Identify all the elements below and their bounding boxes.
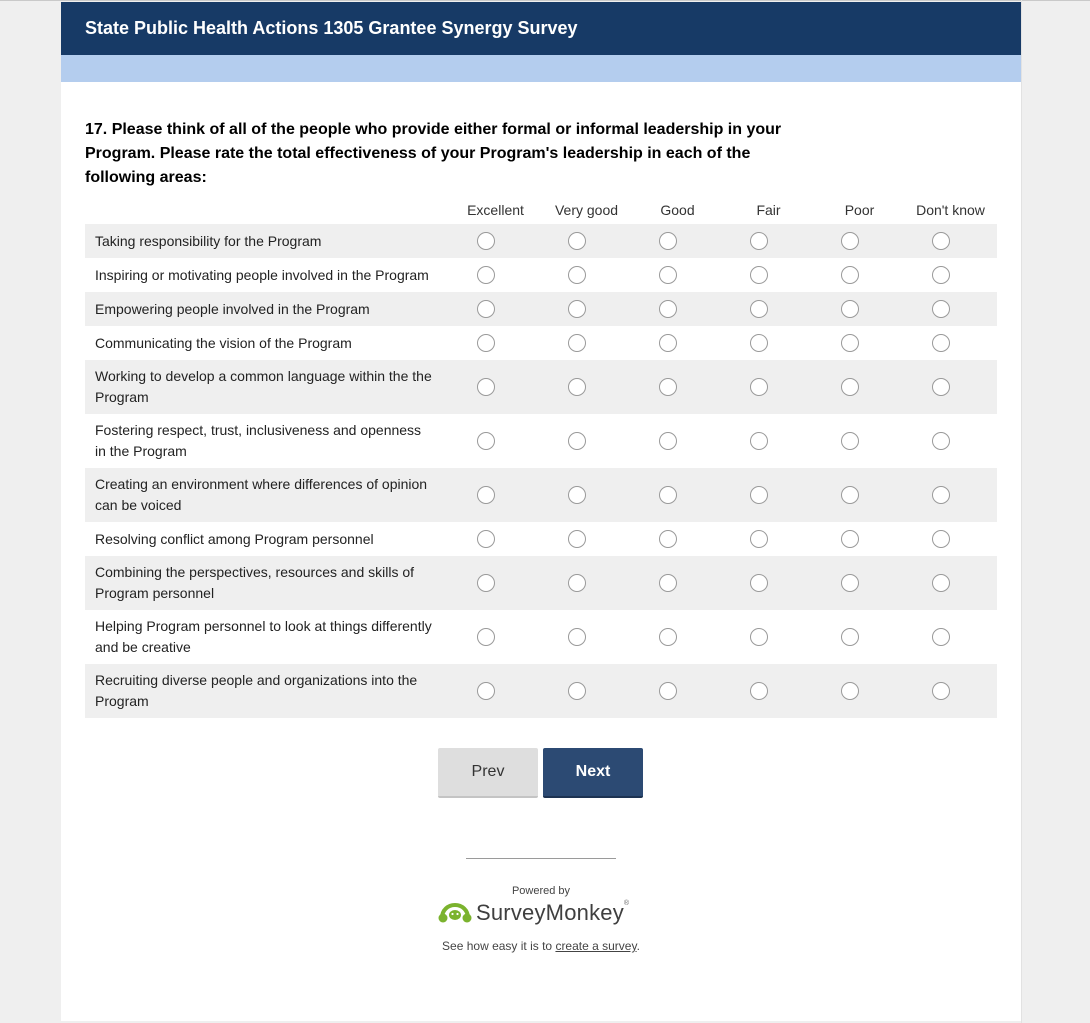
page-navigation (438, 748, 643, 798)
column-header-good: Good (660, 202, 695, 218)
radio-poor[interactable] (841, 266, 859, 284)
radio-very-good[interactable] (568, 300, 586, 318)
radio-dont-know[interactable] (932, 628, 950, 646)
matrix-row (85, 224, 997, 258)
radio-fair[interactable] (750, 432, 768, 450)
row-label: Taking responsibility for the Program (95, 232, 322, 249)
radio-excellent[interactable] (477, 530, 495, 548)
radio-good[interactable] (659, 486, 677, 504)
column-header-poor: Poor (844, 202, 875, 218)
radio-good[interactable] (659, 530, 677, 548)
matrix-row (85, 360, 997, 414)
radio-very-good[interactable] (568, 628, 586, 646)
radio-dont-know[interactable] (932, 682, 950, 700)
radio-excellent[interactable] (477, 378, 495, 396)
radio-excellent[interactable] (477, 682, 495, 700)
radio-very-good[interactable] (568, 432, 586, 450)
radio-very-good[interactable] (568, 682, 586, 700)
matrix-row (85, 664, 997, 718)
radio-very-good[interactable] (568, 266, 586, 284)
radio-excellent[interactable] (477, 232, 495, 250)
next-button[interactable]: Next (543, 748, 643, 798)
radio-poor[interactable] (841, 334, 859, 352)
matrix-row (85, 326, 997, 360)
row-label: Fostering respect, trust, inclusiveness and openness in the Program (95, 422, 422, 459)
radio-fair[interactable] (750, 300, 768, 318)
radio-dont-know[interactable] (932, 378, 950, 396)
radio-good[interactable] (659, 574, 677, 592)
radio-excellent[interactable] (477, 486, 495, 504)
radio-very-good[interactable] (568, 232, 586, 250)
row-label: Creating an environment where differences of opinion can be voiced (95, 476, 428, 513)
brand-name: SurveyMonkey® (476, 900, 630, 925)
row-label: Combining the perspectives, resources and skills of Program personnel (95, 564, 415, 601)
radio-excellent[interactable] (477, 300, 495, 318)
radio-dont-know[interactable] (932, 432, 950, 450)
radio-excellent[interactable] (477, 334, 495, 352)
radio-dont-know[interactable] (932, 574, 950, 592)
radio-good[interactable] (659, 266, 677, 284)
radio-good[interactable] (659, 232, 677, 250)
radio-good[interactable] (659, 300, 677, 318)
radio-poor[interactable] (841, 232, 859, 250)
registered-mark: ® (623, 900, 630, 907)
radio-excellent[interactable] (477, 574, 495, 592)
radio-poor[interactable] (841, 486, 859, 504)
radio-poor[interactable] (841, 682, 859, 700)
row-label: Resolving conflict among Program personnel (95, 530, 374, 547)
radio-good[interactable] (659, 334, 677, 352)
row-label: Inspiring or motivating people involved in the Program (95, 266, 429, 283)
radio-dont-know[interactable] (932, 530, 950, 548)
radio-very-good[interactable] (568, 530, 586, 548)
radio-fair[interactable] (750, 378, 768, 396)
matrix-row (85, 468, 997, 522)
survey-header (61, 2, 1021, 55)
matrix-row (85, 556, 997, 610)
radio-fair[interactable] (750, 266, 768, 284)
radio-dont-know[interactable] (932, 300, 950, 318)
matrix-row (85, 414, 997, 468)
survey-page (61, 2, 1021, 1021)
radio-dont-know[interactable] (932, 266, 950, 284)
column-header-dont-know: Don't know (916, 202, 985, 218)
prev-button[interactable]: Prev (438, 748, 538, 798)
column-header-excellent: Excellent (467, 202, 524, 218)
radio-poor[interactable] (841, 300, 859, 318)
radio-fair[interactable] (750, 574, 768, 592)
tagline-prefix: See how easy it is to (442, 939, 556, 953)
radio-dont-know[interactable] (932, 486, 950, 504)
column-header-fair: Fair (756, 202, 781, 218)
radio-poor[interactable] (841, 432, 859, 450)
radio-very-good[interactable] (568, 334, 586, 352)
row-label: Helping Program personnel to look at things differently and be creative (95, 618, 432, 655)
powered-by-text: Powered by (511, 885, 571, 897)
page-right-edge (1021, 0, 1022, 1023)
radio-good[interactable] (659, 432, 677, 450)
footer-tagline (61, 939, 1021, 953)
radio-fair[interactable] (750, 682, 768, 700)
column-header-very-good: Very good (554, 202, 619, 218)
radio-excellent[interactable] (477, 432, 495, 450)
radio-good[interactable] (659, 378, 677, 396)
row-label: Communicating the vision of the Program (95, 334, 352, 351)
tagline-suffix: . (636, 939, 640, 953)
radio-very-good[interactable] (568, 486, 586, 504)
rating-matrix (85, 202, 997, 718)
browser-top-border (0, 0, 1090, 1)
matrix-column-headers (85, 202, 997, 222)
footer-divider (466, 858, 616, 859)
create-survey-link[interactable]: create a survey (555, 939, 637, 953)
matrix-row (85, 610, 997, 664)
matrix-row (85, 258, 997, 292)
radio-poor[interactable] (841, 530, 859, 548)
radio-excellent[interactable] (477, 266, 495, 284)
radio-poor[interactable] (841, 574, 859, 592)
radio-fair[interactable] (750, 530, 768, 548)
surveymonkey-logo-icon (438, 901, 472, 925)
surveymonkey-brand[interactable] (438, 900, 629, 926)
progress-strip (61, 55, 1021, 82)
radio-excellent[interactable] (477, 628, 495, 646)
radio-very-good[interactable] (568, 574, 586, 592)
radio-dont-know[interactable] (932, 334, 950, 352)
survey-title: State Public Health Actions 1305 Grantee Synergy Survey (85, 18, 578, 38)
radio-poor[interactable] (841, 628, 859, 646)
radio-fair[interactable] (750, 628, 768, 646)
radio-poor[interactable] (841, 378, 859, 396)
row-label: Empowering people involved in the Program (95, 300, 370, 317)
radio-dont-know[interactable] (932, 232, 950, 250)
radio-good[interactable] (659, 628, 677, 646)
radio-very-good[interactable] (568, 378, 586, 396)
row-label: Working to develop a common language within the the Program (95, 368, 432, 405)
matrix-row (85, 522, 997, 556)
matrix-row (85, 292, 997, 326)
question-text: 17. Please think of all of the people who provide either formal or informal leadership in your Program. Please rate the total effectiveness of your Program's leadership in each of the following areas: (85, 121, 782, 186)
row-label: Recruiting diverse people and organizations into the Program (95, 672, 418, 709)
radio-fair[interactable] (750, 334, 768, 352)
radio-fair[interactable] (750, 486, 768, 504)
radio-good[interactable] (659, 682, 677, 700)
radio-fair[interactable] (750, 232, 768, 250)
